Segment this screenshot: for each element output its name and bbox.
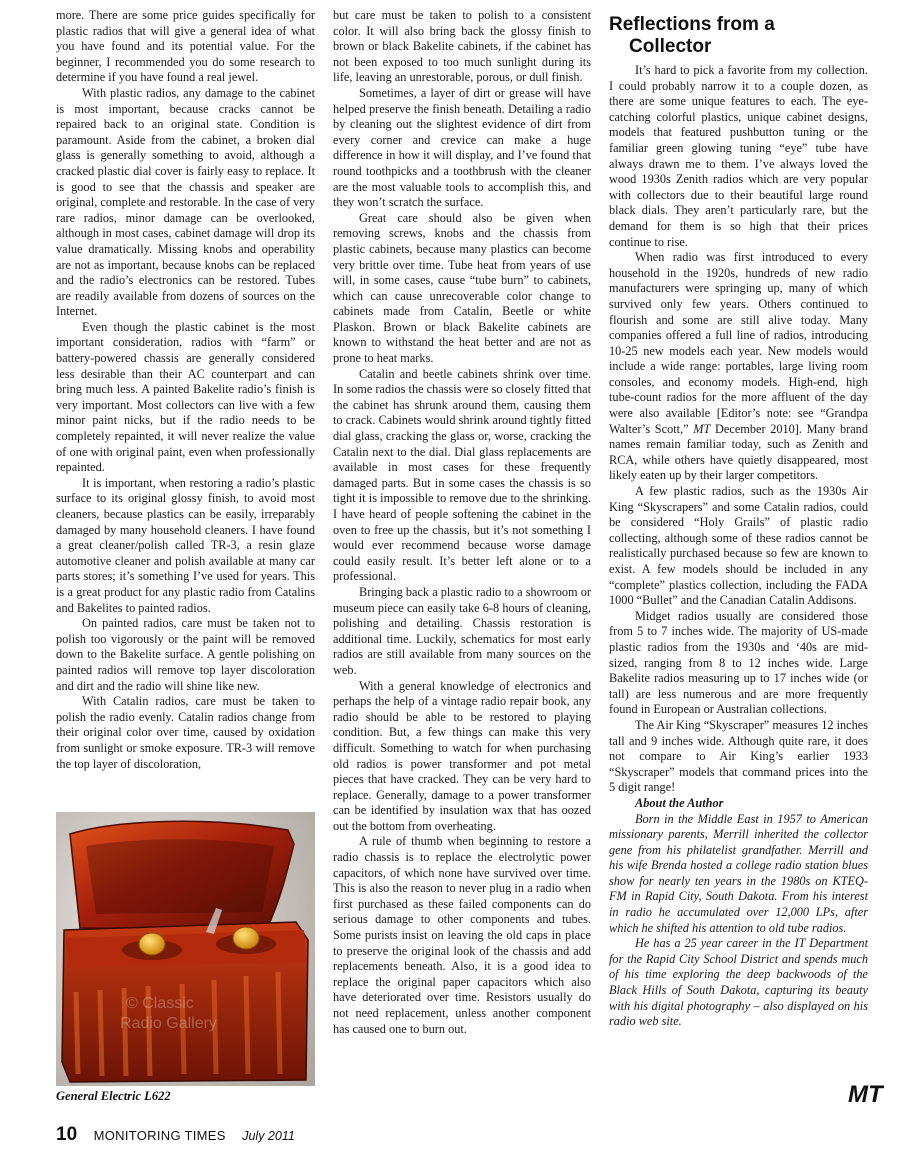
paragraph: Great care should also be given when removing screws, knobs and the chassis from plastic cabinets, because many plastics can become very brittle over time. Tube heat from years of use will, in some cases, cause “tube burn” to cabinets, which can cause unrecoverable color change to cabinets made from Catalin, Beetle or white Plaskon. Brown or black Bakelite cabinets are known to withstand the heat better and are not as prone to heat marks.	[333, 210, 591, 366]
heading-line: Reflections from a	[609, 14, 775, 35]
paragraph: It is important, when restoring a radio’s plastic surface to its original glossy finish, to avoid most cleaners, because plastics can be easily, irreparably damaged by many household cleaners. I have found a great cleaner/polish called TR-3, a resin glaze automotive cleaner and polish available at many car parts stores; it’s something I’ve used for years. This is a great product for any plastic radio from Catalins and Bakelites to painted radios.	[56, 475, 315, 615]
page-number: 10	[56, 1124, 78, 1145]
watermark-text: Radio Gallery	[120, 1015, 217, 1032]
logo-text: MT	[848, 1081, 883, 1108]
issue-date: July 2011	[242, 1129, 295, 1143]
paragraph: Midget radios usually are considered those from 5 to 7 inches wide. The majority of US-made plastic radios from the 1930s and ‘40s are mid-sized, ranging from 8 to 12 inches wide. Large Bakelite radios measuring up to 17 inches wide (or tall) are less numerous and are more frequently found in European or Australian collections.	[609, 608, 868, 717]
page-footer	[56, 1124, 295, 1146]
paragraph: but care must be taken to polish to a consistent color. It will also bring back the glossy finish to brown or black Bakelite cabinets, if the cabinet has not been exposed to too much sunlight during its life, leaving an unrestorable, porous, or dull finish.	[333, 8, 591, 85]
paragraph	[609, 250, 868, 484]
text-run: When radio was first introduced to every household in the 1920s, hundreds of new radio manufacturers were springing up, many of which survived only few years. Others continued to flourish and some are still alive today. Many companies offered a full line of radios, introducing 10-25 new models each year. New models would include a wide range: portables, large living room consoles, and economy models. High-end, high tube-count radios for the more affluent of the day were also available [Editor’s note: see “Grandpa Walter’s Scott,”	[609, 250, 868, 436]
paragraph: It’s hard to pick a favorite from my collection. I could probably narrow it to a couple dozen, as there are some unique features to each. The eye-catching colorful plastics, unique cabinet designs, models that featured pushbutton tuning or the familiar green glowing tuning “eye” tube have always drawn me to them. I’ve always loved the wood 1930s Zenith radios which are very popular with collectors due to their beautiful large round black dials. They aren’t particularly rare, but the demand for them is so high that their prices continue to rise.	[609, 63, 868, 249]
paragraph: With plastic radios, any damage to the cabinet is most important, because cracks cannot be repaired back to an original state. Condition is paramount. Aside from the cabinet, a broken dial glass is generally something to avoid, although a cracked plastic dial cover is fairly easy to replace. It is good to see that the chassis and speaker are original, complete and restorable. In the case of very rare radios, minor damage can be overlooked, although in most cases, cabinet damage will drop its value dramatically. Missing knobs and operability are not as important, because knobs can be replaced and the radio’s electronics can be restored. Tubes are readily available from dozens of sources on the Internet.	[56, 85, 315, 319]
paragraph: Even though the plastic cabinet is the most important consideration, radios with “farm” or battery-powered chassis are generally considered less desirable than their AC counterpart and can bring much less. A painted Bakelite radio’s finish is very important. Most collectors can live with a few minor paint nicks, but if the radio needs to be completely repainted, it will never realize the value of one with original paint, even when professionally repainted.	[56, 319, 315, 475]
heading-line: Collector	[629, 36, 712, 57]
watermark-text: © Classic	[126, 995, 194, 1012]
paragraph: On painted radios, care must be taken not to polish too vigorously or the paint will be removed down to the Bakelite surface. A gentle polishing on painted radios will remove top layer discoloration and dirt and the radio will shine like new.	[56, 616, 315, 693]
magazine-title: MONITORING TIMES	[93, 1128, 226, 1143]
radio-illustration	[56, 812, 315, 1086]
photo-caption: General Electric L622	[56, 1089, 171, 1103]
text-run: December 2010]. Many brand names remain familiar today, such as Zenith and RCA, while others have quietly disappeared, most likely eaten up by their larger competitors.	[609, 421, 868, 483]
article-column-1	[56, 8, 315, 772]
paragraph: With Catalin radios, care must be taken to polish the radio evenly. Catalin radios change from their original color over time, caused by oxidation from sunlight or smoke exposure. TR-3 will remove the top layer of discoloration,	[56, 694, 315, 771]
mt-logo	[848, 1076, 884, 1110]
author-bio: He has a 25 year career in the IT Department for the Rapid City School District and spends much of his time exploring the deep backwoods of the Black Hills of South Dakota, capturing its beauty with his digital photography – also displayed on his radio web site.	[609, 936, 868, 1029]
radio-photo	[56, 812, 315, 1086]
paragraph: A rule of thumb when beginning to restore a radio chassis is to replace the electrolytic power capacitors, of which none have survived over time. This is also the reason to never plug in a radio when first purchased as these failed components can do serious damage to other components and tubes. Some purists insist on leaving the old caps in place to preserve the original look of the chassis and add replacements beneath. Also, it is a good idea to replace the original paper capacitors which also have deteriorated over time. Resistors usually do not need replacement, unless another component has caused one to burn out.	[333, 834, 591, 1036]
paragraph: Bringing back a plastic radio to a showroom or museum piece can easily take 6-8 hours of cleaning, polishing and detailing. Chassis restoration is additional time. Luckily, schematics for most early radios are still available from many sources on the web.	[333, 584, 591, 677]
paragraph: With a general knowledge of electronics and perhaps the help of a vintage radio repair book, any radio should be able to be restored to playing condition. But, a few things can make this very difficult. Something to watch for when purchasing old radios is power transformer and pot metal pieces that have cracked. They can be very hard to replace. Generally, damage to a power transformer can be identified by insulation wax that has oozed out the bottom from overheating.	[333, 678, 591, 833]
paragraph: Catalin and beetle cabinets shrink over time. In some radios the chassis were so closely fitted that the cabinet has shrunk around them, causing them to crack. Cabinets would shrink around tightly fitted dial glass, cracking the glass or, worse, cracking the Catalin next to the dial. Dial glass replacements are available in most cases for these frequently damaged parts. But in some cases the chassis is so tight it is impossible to remove due to the shrinking. I have heard of people softening the cabinet in the oven to free up the chassis, but it’s not something I would ever recommend because worse damage could easily result. It’s better left alone or to a professional.	[333, 366, 591, 584]
article-column-3	[609, 14, 868, 1030]
paragraph: Sometimes, a layer of dirt or grease will have helped preserve the finish beneath. Detailing a radio by cleaning out the slightest evidence of dirt from every corner and crevice can make a huge difference in how it will display, and I’ve found that round toothpicks and a toothbrush with the cleaner are the most valuable tools to accomplish this, and they won’t scratch the surface.	[333, 85, 591, 210]
about-author-heading: About the Author	[635, 795, 724, 810]
paragraph: A few plastic radios, such as the 1930s Air King “Skyscrapers” and some Catalin radios, could be considered “Holy Grails” of plastic radio collecting, although some of these radios cannot be realistically purchased because so few are known to exist. A few models should be included in any “complete” plastics collection, including the FADA 1000 “Bullet” and the Canadian Catalin Addisons.	[609, 484, 868, 608]
article-column-2	[333, 8, 591, 1037]
author-bio: Born in the Middle East in 1957 to American missionary parents, Merrill inherited the collector gene from his philatelist grandfather. Merrill and his wife Brenda hosted a college radio station blues show for nearly ten years in the 1980s on KTEQ-FM in Rapid City, South Dakota. From his interest in radio he accumulated over 12,000 LPs, after which he shifted his attention to old tube radios.	[609, 811, 868, 935]
paragraph: The Air King “Skyscraper” measures 12 inches tall and 9 inches wide. Although quite rare, it does not compare to Air King’s earlier 1933 “Skyscraper” models that command prices into the 5 digit range!	[609, 717, 868, 795]
magazine-abbrev: MT	[693, 421, 711, 436]
paragraph: more. There are some price guides specifically for plastic radios that will give a general idea of what you have found and its potential value. For the beginner, I recommended you do some research to determine if you have found a real jewel.	[56, 8, 315, 85]
section-heading	[609, 14, 868, 58]
